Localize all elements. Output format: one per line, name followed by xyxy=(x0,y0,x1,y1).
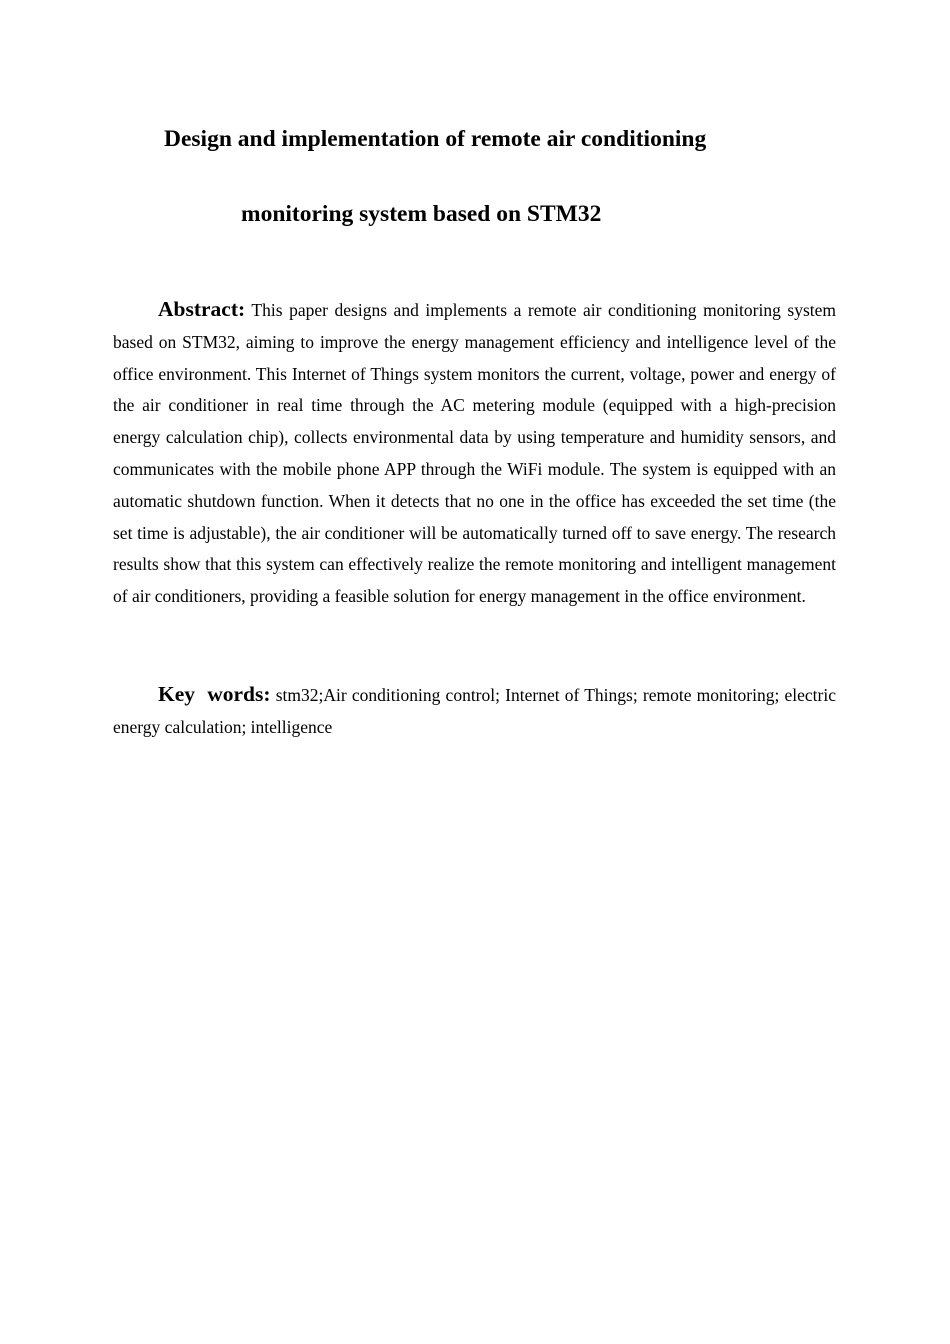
keywords-paragraph xyxy=(113,679,836,744)
abstract-label: Abstract: xyxy=(158,297,246,321)
abstract-text: This paper designs and implements a remote air conditioning monitoring system based on STM32, aiming to improve the energy management efficiency and intelligence level of the office environment. This Internet of Things system monitors the current, voltage, power and energy of the air conditioner in real time through the AC metering module (equipped with a high-precision energy calculation chip), collects environmental data by using temperature and humidity sensors, and communicates with the mobile phone APP through the WiFi module. The system is equipped with an automatic shutdown function. When it detects that no one in the office has exceeded the set time (the set time is adjustable), the air conditioner will be automatically turned off to save energy. The research results show that this system can effectively realize the remote monitoring and intelligent management of air conditioners, providing a feasible solution for energy management in the office environment. xyxy=(113,300,837,607)
abstract-paragraph xyxy=(113,294,836,613)
paper-title-line-2: monitoring system based on STM32 xyxy=(241,201,602,227)
keywords-label: Key words: xyxy=(158,682,271,706)
paper-title-line-1: Design and implementation of remote air conditioning xyxy=(164,126,707,152)
keywords-text: stm32;Air conditioning control; Internet of Things; remote monitoring; electric energy calculation; intelligence xyxy=(113,685,836,737)
